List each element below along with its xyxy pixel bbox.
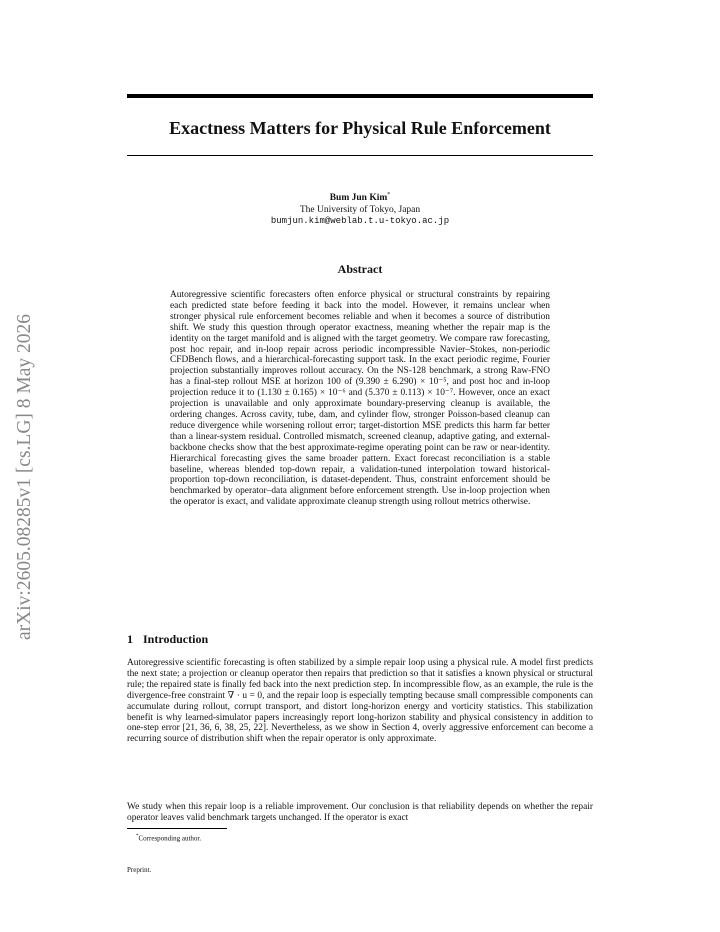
author-name: Bum Jun Kim [329, 193, 388, 204]
arxiv-identifier: arXiv:2605.08285v1 [cs.LG] 8 May 2026 [14, 313, 35, 640]
intro-paragraph-2: We study when this repair loop is a reliable improvement. Our conclusion is that reliability depends on whether the repair operator leaves valid benchmark targets unchanged. If the operator is exact [127, 802, 593, 823]
section-title: Introduction [143, 632, 209, 646]
author-affiliation: The University of Tokyo, Japan [299, 204, 421, 215]
paper-title: Exactness Matters for Physical Rule Enforcement [169, 118, 551, 138]
author-footnote-mark: * [387, 192, 391, 198]
footnote-text: Corresponding author. [138, 834, 202, 843]
footnote [136, 832, 201, 843]
footnote-rule [127, 828, 227, 829]
abstract-text: Autoregressive scientific forecasters often enforce physical or structural constraints by repairing each predicted state before feeding it back into the model. However, it remains unclear when stronger physical rule enforcement becomes reliable and when it becomes a source of distribution shift. We study this question through operator exactness, meaning whether the repair map is the identity on the target manifold and is aligned with the target geometry. We compare raw forecasting, post hoc repair, and in-loop repair across periodic incompressible Navier–Stokes, non-periodic CFDBench flows, and a hierarchical-forecasting support task. In the exact periodic regime, Fourier projection substantially improves rollout accuracy. On the NS-128 benchmark, a strong Raw-FNO has a final-step rollout MSE at horizon 100 of (9.390 ± 6.290) × 10⁻⁵, and post hoc and in-loop projection reduce it to (1.130 ± 0.165) × 10⁻⁶ and (5.370 ± 0.113) × 10⁻⁷. However, once an exact projection is unavailable and only approximate boundary-preserving cleanup is available, the ordering changes. Across cavity, tube, dam, and cylinder flow, stronger Poisson-based cleanup can reduce divergence while worsening rollout error; target-distortion MSE predicts this harm far better than a linear-system residual. Controlled mismatch, screened cleanup, adaptive gating, and external-backbone checks show that the best approximate-regime operating point can be raw or near-identity. Hierarchical forecasting gives the same broader pattern. Exact forecast reconciliation is a stable baseline, whereas blended top-down repair, a validation-tuned interpolation toward historical-proportion top-down reconciliation, is dataset-dependent. Thus, constraint enforcement should be benchmarked by operator–data alignment before enforcement strength. Use in-loop projection when the operator is exact, and validate approximate cleanup strength using rollout metrics otherwise. [170, 290, 550, 508]
section-number: 1 [127, 632, 133, 646]
footer-preprint: Preprint. [127, 866, 152, 874]
intro-paragraph-1: Autoregressive scientific forecasting is often stabilized by a simple repair loop using a physical rule. A model first predicts the next state; a projection or cleanup operator then repairs that prediction so that it satisfies a known physical or structural rule; the repaired state is finally fed back into the next prediction step. In incompressible flow, as an example, the rule is the divergence-free constraint ∇ · u = 0, and the repair loop is especially tempting because small compressible components can accumulate during rollout, corrupt transport, and distort long-horizon energy and vorticity statistics. This stabilization benefit is why learned-simulator papers increasingly report long-horizon stability and physical consistency in addition to one-step error [21, 36, 6, 38, 25, 22]. Nevertheless, as we show in Section 4, overly aggressive enforcement can become a recurring source of distribution shift when the repair operator is only approximate. [127, 658, 593, 745]
footnote-mark: * [136, 834, 139, 839]
abstract-heading: Abstract [337, 262, 383, 276]
title-bottom-rule [127, 155, 593, 156]
section-heading-introduction [127, 632, 208, 647]
author-email: bumjun.kim@weblab.t.u-tokyo.ac.jp [270, 216, 450, 227]
title-top-rule [127, 94, 593, 98]
author-block [127, 190, 593, 228]
